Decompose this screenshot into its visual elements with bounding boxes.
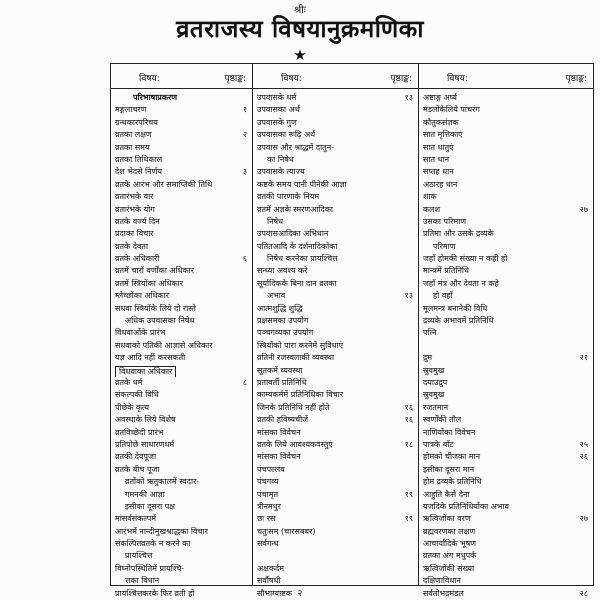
index-entry (419, 290, 593, 302)
index-entry (419, 414, 593, 426)
index-entry (111, 389, 252, 401)
index-entry (111, 290, 252, 302)
index-entry (253, 414, 418, 426)
subject-label: विषय: (281, 74, 302, 84)
entry-subject: व्रतके वर्ज्य दिन (115, 216, 160, 226)
index-entry (253, 340, 418, 352)
entry-subject: व्रतमें अज्ञके स्मरणआदिका (257, 204, 333, 214)
index-entry (111, 476, 252, 488)
index-entry (253, 476, 418, 488)
index-entry (253, 327, 418, 339)
index-entry (253, 563, 418, 575)
entry-page-number: ३ (242, 167, 247, 177)
entry-subject: रजतमान (423, 402, 449, 412)
entry-subject: यजदिके प्रतिनिधियोंका अभाव (423, 501, 509, 511)
entry-subject: ऋत्विजोंका वरण (423, 514, 471, 524)
entry-subject: मान्त्रमें प्रतिनिधि (423, 266, 469, 276)
index-entry (419, 451, 593, 463)
entry-subject: निषेध (267, 216, 284, 226)
entry-subject: नाणियोंका विवेचन (423, 427, 476, 437)
index-entry (419, 278, 593, 290)
index-entry (419, 117, 593, 129)
index-entry (253, 451, 418, 463)
entry-subject: सर्वौषधी (257, 576, 281, 586)
entry-subject: व्रतका तिथिकाल (115, 154, 163, 164)
index-entry (419, 166, 593, 178)
index-entry (419, 526, 593, 538)
entry-subject: ग्रन्थकारपरिचय (115, 117, 158, 127)
page-title: व्रतराजस्य विषयानुक्रमणिका (176, 15, 424, 43)
entry-subject: द्रव्यके अभावमें प्रतिनिधि (423, 316, 494, 326)
index-entry (253, 365, 418, 377)
entry-subject: होम द्रव्यके प्रतिनिधि (423, 477, 482, 487)
entry-subject: ऋत्विजोंकी संख्या (423, 563, 475, 573)
index-entry (253, 278, 418, 290)
entry-subject: सधवा स्त्रियोंके लिये दो रास्ते (115, 303, 196, 313)
entry-subject: कौतुकसंज्ञक (423, 117, 459, 127)
index-entry (419, 228, 593, 240)
entry-subject: स्रुवमुख (423, 365, 445, 375)
entry-subject: आचार्यादिके भूषण (423, 539, 477, 549)
index-entry (419, 303, 593, 315)
index-entry (419, 241, 593, 253)
index-entry (419, 489, 593, 501)
entry-subject: स्त्रियोंको पारा करनेमें सुविधाएं (257, 340, 344, 350)
index-entry (253, 315, 418, 327)
entry-subject: व्रतारंभके वार (115, 192, 154, 202)
index-entry (419, 377, 593, 389)
entry-subject: ब्रह्मवरणका लक्षण (423, 526, 476, 536)
index-entry (253, 290, 418, 302)
subject-label: विषय: (447, 74, 468, 84)
entry-subject: स्वर्णोंकी तौल (423, 415, 462, 425)
index-entry (253, 216, 418, 228)
entry-subject: प्रदाका विचार (115, 229, 154, 239)
entry-subject: कलश (423, 204, 441, 214)
index-entry (111, 352, 252, 364)
index-entry (111, 117, 252, 129)
entry-subject: सात मृत्तिकाएं (423, 130, 463, 140)
index-entry (253, 129, 418, 141)
index-entry (253, 166, 418, 178)
entry-subject: उपवासका रूढ़ि अर्थ (257, 130, 316, 140)
index-entry (111, 154, 252, 166)
index-entry (419, 142, 593, 154)
entry-subject: व्रतकी हविष्यचीजें (257, 415, 309, 425)
entry-page-number: १ (242, 105, 247, 115)
entry-page-number: २७ (579, 204, 588, 214)
entry-subject: मूलमन्त्र बनानेकी विधि (423, 303, 488, 313)
index-entry (419, 216, 593, 228)
entry-page-number: २५ (579, 439, 588, 449)
index-entry (419, 154, 593, 166)
index-entry (111, 191, 252, 203)
index-entry (253, 265, 418, 277)
index-entry (419, 513, 593, 525)
entry-subject: काम्यकर्ममें प्रतिनिधिका विचार (257, 390, 344, 400)
index-entry (419, 204, 593, 216)
index-entry (111, 526, 252, 538)
index-entry (111, 142, 252, 154)
index-entry (253, 253, 418, 265)
entry-subject: गमनकी आज्ञा (125, 489, 165, 499)
entry-subject: सप्तह धान (423, 167, 454, 177)
entry-subject: परिमाण (433, 241, 456, 251)
entry-subject: इसीका दूसरा पक्ष (125, 501, 175, 511)
entry-subject: चतुःसम (चारसबबर) (257, 526, 316, 536)
index-entry (419, 476, 593, 488)
index-entry (253, 228, 418, 240)
index-entry (419, 327, 593, 339)
entry-subject: उसका परिमाण (423, 216, 467, 226)
entry-subject: जहाँ होमकी संख्या न कही हो (423, 254, 508, 264)
index-entry (111, 427, 252, 439)
index-entry (111, 265, 252, 277)
contents-column-2 (253, 64, 419, 598)
entry-subject: मांसर्वसंकल्पमें (115, 514, 157, 524)
index-entry (419, 550, 593, 562)
entry-subject: सूर्यादिकके बिना दान व्रतका (257, 278, 337, 288)
index-entry (111, 513, 252, 525)
index-entry (111, 241, 252, 253)
entry-subject: व्रतके लिये आवश्यकवस्तुएं (257, 439, 333, 449)
index-entry (253, 191, 418, 203)
subject-label: विषय: (139, 74, 160, 84)
entry-subject: व्रतके आरंभ और समाप्तिकी तिथि (115, 179, 213, 189)
entry-subject: आत्मशुद्धि शुद्धि (257, 303, 303, 313)
index-entry (111, 563, 252, 575)
entry-subject: अवस्थाके लिये विशेष (115, 415, 176, 425)
index-entry (111, 439, 252, 451)
index-entry (253, 352, 418, 364)
entry-subject: द्रुम (423, 353, 433, 363)
entry-subject: म्लेच्छोंका अधिकार (115, 291, 170, 301)
page-label: पृष्ठाङ्क: (224, 74, 246, 84)
entry-page-number: ८ (242, 377, 247, 387)
entry-page-number: २७ (579, 514, 588, 524)
index-entry (419, 340, 593, 352)
index-entry (419, 191, 593, 203)
index-entry (419, 563, 593, 575)
contents-table (110, 63, 594, 598)
entry-page-number: १३ (404, 291, 413, 301)
index-entry (111, 104, 252, 116)
index-entry (253, 154, 418, 166)
entry-subject: सूतकमें व्यवस्था (257, 365, 303, 375)
index-entry (253, 526, 418, 538)
index-entry (111, 365, 252, 377)
index-entry (253, 389, 418, 401)
entry-subject: अष्टाङ्ग अर्घ्य (423, 93, 457, 102)
index-entry (419, 501, 593, 513)
entry-subject: व्रतविच्छेदी प्रारंभ (115, 427, 164, 437)
index-entry (111, 129, 252, 141)
contents-column-1 (111, 64, 253, 598)
entry-subject: मंडलोंकेलिये पांचरंग (423, 105, 480, 115)
entry-subject: व्रतका अंग मधुपर्क (423, 551, 477, 561)
entry-subject: निषेध करनेका प्रायश्चित्त (267, 254, 338, 264)
index-entry (253, 550, 418, 562)
entry-subject: अक्षकर्दम (257, 563, 285, 573)
entry-subject: विघ्नोपस्थितिमें प्रायश्चि- (115, 563, 185, 573)
entry-subject: प्रायश्चित्त (125, 551, 153, 561)
page-label: पृष्ठाङ्क: (565, 74, 587, 84)
entry-subject: सर्वतोभद्रमंडल (423, 588, 464, 598)
entry-subject: प्रतिपोछे साधारणधर्म (115, 439, 175, 449)
entry-subject: उपवासआदिका अभिधान (257, 229, 329, 239)
index-entry (111, 278, 252, 290)
entry-subject: सन्ध्या अवश्य करे (257, 266, 308, 276)
index-entry (111, 303, 252, 315)
index-entry (253, 501, 418, 513)
index-entry (419, 253, 593, 265)
index-entry (253, 377, 418, 389)
index-entry (419, 538, 593, 550)
index-entry (111, 92, 252, 104)
entry-subject: पञ्चगव्यका उपयोग (257, 328, 314, 338)
entry-subject: मांसका विवेचन (257, 427, 301, 437)
entry-subject: प्रायश्चित्तकरके फिर व्रती हो (115, 588, 195, 598)
entry-page-number: २ (242, 130, 247, 140)
entry-subject: संकल्पकी विधि (115, 390, 159, 400)
entry-subject: व्रतकी पारणाके नियम (257, 192, 320, 202)
entry-subject: व्रतमें स्त्रियोंका अधिकार (115, 278, 183, 288)
index-entry (419, 315, 593, 327)
entry-subject: जिनके प्रतिनिधि नहीं होते (257, 402, 330, 412)
entry-subject: व्रतका लक्षण (115, 130, 152, 140)
entry-subject: व्रतोंको ऋतुकालमें स्वदार- (125, 477, 200, 487)
entry-subject: सधवाको पतिकी आज्ञासे अधिकार (115, 340, 213, 350)
entry-subject: पंचपल्लव (257, 464, 285, 474)
entry-subject: व्रतका समय (115, 142, 150, 152)
entry-list (111, 89, 252, 600)
index-entry (253, 92, 418, 104)
entry-subject: शाक (423, 192, 437, 202)
entry-subject: संकल्पितव्रतके न करने का (115, 539, 191, 549)
index-entry (419, 402, 593, 414)
index-entry (253, 489, 418, 501)
index-entry (419, 427, 593, 439)
entry-subject: अभाव (267, 291, 286, 301)
entry-subject: मांसका विवेचन (257, 452, 301, 462)
invocation: श्रीः (294, 5, 306, 16)
entry-subject: प्रतावर्ती प्रतिनिधि (257, 377, 307, 387)
entry-page-number: २१ (579, 353, 588, 363)
index-entry (419, 92, 593, 104)
entry-subject: पात्रके बाँट (423, 439, 454, 449)
index-entry (111, 550, 252, 562)
entry-subject: विधवाओंके प्रारंभ (115, 328, 166, 338)
entry-subject: त्रीनमधुर (257, 501, 281, 511)
entry-subject: व्रतके अधिकारी (115, 254, 160, 264)
entry-subject: छः रस (257, 514, 276, 524)
index-entry (419, 464, 593, 476)
entry-subject: व्रतके बीच पूजा (115, 464, 160, 474)
entry-subject: त्तका विधान (125, 576, 160, 586)
entry-subject: होमको चीजका मान (423, 452, 481, 462)
index-entry (111, 489, 252, 501)
entry-page-number: १९ (404, 489, 413, 499)
index-entry (253, 464, 418, 476)
entry-subject: दक्षिणाविधान (423, 576, 461, 586)
entry-subject: इसीका दूसरा मान (423, 464, 475, 474)
entry-subject: जहाँ मंत्र और देवता न कहे (423, 278, 499, 288)
entry-subject: व्रतकी देवपूजा (115, 452, 157, 462)
index-entry (419, 389, 593, 401)
index-entry (111, 327, 252, 339)
index-entry (111, 402, 252, 414)
entry-subject: पतितआदि के दर्शनादिकोंका (257, 241, 338, 251)
index-entry (111, 464, 252, 476)
index-entry (253, 142, 418, 154)
entry-page-number: १६ (404, 415, 413, 425)
entry-subject: सर्वगन्ध (257, 539, 279, 549)
entry-subject: व्रतके धर्म (115, 377, 143, 387)
column-header (419, 64, 593, 89)
entry-subject: उपवासके धर्म (257, 93, 297, 102)
entry-page-number: २६ (579, 452, 588, 462)
index-entry (253, 204, 418, 216)
contents-column-3 (419, 64, 593, 598)
entry-subject: पंचामृत (257, 489, 279, 499)
index-entry (111, 179, 252, 191)
entry-subject: व्रतिनी रजस्वलाकी व्यवस्था (257, 353, 335, 363)
index-entry (253, 427, 418, 439)
entry-subject: का निषेध (267, 154, 294, 164)
index-entry (111, 228, 252, 240)
index-entry (111, 204, 252, 216)
entry-subject: प्रतिमा और उसके द्रव्यके (423, 229, 494, 239)
entry-subject: व्रतमें चारों वर्णोंका अधिकार (115, 266, 195, 276)
index-entry (419, 352, 593, 364)
entry-subject: उपवासके गुण (257, 117, 297, 127)
page-label: पृष्ठाङ्क: (390, 74, 412, 84)
entry-subject: उपवासके त्याज्य (257, 167, 305, 177)
index-entry (111, 377, 252, 389)
index-entry (111, 253, 252, 265)
entry-list (253, 89, 418, 600)
entry-page-number: १८ (404, 439, 413, 449)
entry-subject: उपवासका अर्थ (257, 105, 300, 115)
index-entry (111, 166, 252, 178)
entry-list (419, 89, 593, 600)
entry-subject: देश भेदसे निर्णय (115, 167, 162, 177)
index-entry (253, 104, 418, 116)
entry-subject: सात धातुएं (423, 142, 454, 152)
index-entry (253, 439, 418, 451)
index-entry (111, 501, 252, 513)
page-number: २ (297, 589, 303, 599)
entry-subject: सात धान (423, 154, 450, 164)
entry-page-number: १९ (404, 514, 413, 524)
entry-subject: उपवास और श्राद्धमें दातुन- (257, 142, 335, 152)
index-entry (419, 265, 593, 277)
index-entry (253, 513, 418, 525)
entry-page-number: १६ (404, 402, 413, 412)
index-entry (419, 179, 593, 191)
entry-page-number: १३ (404, 93, 413, 102)
index-entry (253, 179, 418, 191)
star-ornament-icon: ★ (293, 46, 307, 64)
entry-subject: व्रतारंभके योग (115, 204, 155, 214)
index-entry (419, 439, 593, 451)
entry-page-number: २८ (579, 588, 588, 598)
entry-subject: अधिक उपवासका निषेध (125, 316, 195, 326)
entry-subject: सौभाग्याष्टक (257, 588, 292, 598)
column-header (253, 64, 418, 89)
index-entry (111, 315, 252, 327)
entry-subject: प्रक्षसमका उपयोग (257, 316, 309, 326)
entry-page-number: ६ (242, 254, 247, 264)
entry-subject: स्रुवमुख (423, 390, 445, 400)
index-entry (253, 538, 418, 550)
index-entry (253, 303, 418, 315)
index-entry (419, 365, 593, 377)
entry-subject: यज्ञ आदि नहीं करसकती (115, 353, 186, 363)
entry-subject: हो वहाँ (433, 291, 453, 301)
index-entry (253, 241, 418, 253)
entry-subject: परिभाषाप्रकरण (133, 92, 177, 104)
entry-subject: पत्नि (423, 328, 437, 338)
index-entry (253, 117, 418, 129)
entry-subject: आहुति कैसे देना (423, 489, 470, 499)
entry-subject: व्रतके देवता (115, 241, 149, 251)
column-header (111, 64, 252, 89)
index-entry (111, 340, 252, 352)
entry-subject: दयाउद्रुप (423, 377, 448, 387)
entry-subject: आरंभमें नान्दीमुखश्राद्धका विचार (115, 526, 208, 536)
entry-subject: पीछेके कृत्य (115, 402, 150, 412)
entry-subject: पंचगव्य (257, 477, 279, 487)
index-entry (111, 216, 252, 228)
index-entry (419, 104, 593, 116)
entry-subject: विधवाका अधिकार (115, 366, 176, 377)
index-entry (111, 451, 252, 463)
entry-subject: कष्टके समय पानी पीनेकी आज्ञा (257, 179, 347, 189)
index-entry (111, 538, 252, 550)
entry-subject: मङ्गलाचरण (115, 105, 147, 115)
index-entry (253, 402, 418, 414)
index-entry (419, 129, 593, 141)
entry-subject: अठारह धान (423, 179, 458, 189)
index-entry (111, 414, 252, 426)
